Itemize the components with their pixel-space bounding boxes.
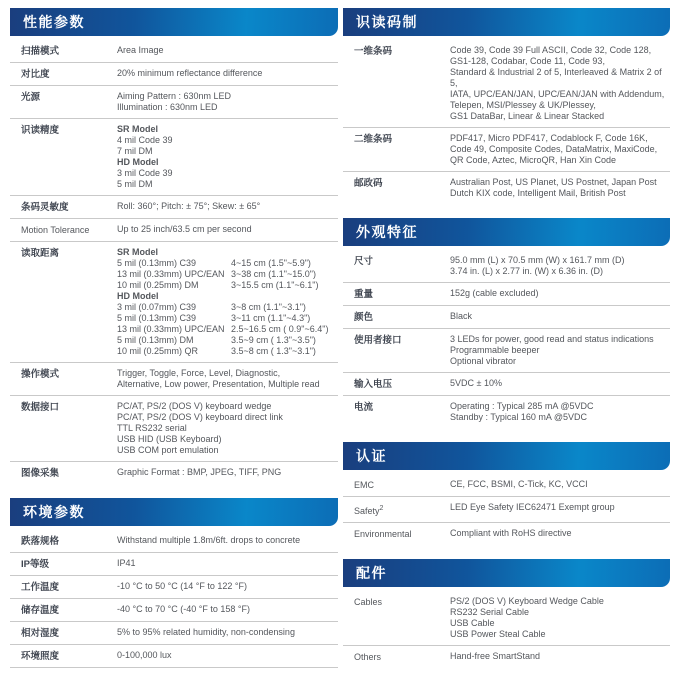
value-line: Australian Post, US Planet, US Postnet, Japan Post — [450, 177, 657, 187]
value-line-right: 3~11 cm (1.1"~4.3") — [231, 313, 311, 323]
value-line: Black — [450, 311, 473, 321]
spec-row — [343, 373, 670, 396]
value-line-left: 5 mil (0.13mm) DM — [117, 335, 194, 345]
value-line: TTL RS232 serial — [117, 423, 187, 433]
value-line: 3 mil Code 39 — [117, 168, 173, 178]
value-line: Hand-free SmartStand — [450, 651, 541, 661]
spec-row — [343, 283, 670, 306]
value-line: Compliant with RoHS directive — [450, 528, 572, 538]
row-label: 图像采集 — [21, 468, 60, 479]
row-label: 邮政码 — [354, 178, 383, 189]
value-line: Alternative, Low power, Presentation, Multiple read — [117, 379, 320, 389]
row-value — [117, 467, 338, 479]
value-line: QR Code, Aztec, MicroQR, Han Xin Code — [450, 155, 617, 165]
row-value — [117, 604, 338, 616]
row-value — [117, 91, 338, 113]
value-line: Area Image — [117, 45, 164, 55]
row-value — [450, 334, 670, 367]
row-value — [117, 535, 338, 547]
right-column — [343, 8, 670, 674]
row-value — [117, 224, 338, 236]
value-line-pair — [117, 335, 338, 346]
spec-row — [343, 329, 670, 373]
row-label: 尺寸 — [354, 256, 374, 267]
value-line-right: 3.5~8 cm ( 1.3"~3.1") — [231, 346, 316, 356]
spec-row — [10, 63, 338, 86]
spec-row — [10, 86, 338, 119]
value-line: 95.0 mm (L) x 70.5 mm (W) x 161.7 mm (D) — [450, 255, 625, 265]
value-line-right: 3~15.5 cm (1.1"~6.1") — [231, 280, 319, 290]
spec-row — [343, 40, 670, 128]
row-value — [450, 596, 670, 640]
value-line: Illumination : 630nm LED — [117, 102, 218, 112]
spec-row — [10, 599, 338, 622]
row-value — [117, 45, 338, 57]
row-value — [450, 255, 670, 277]
row-value — [117, 247, 338, 357]
row-label: 重量 — [354, 289, 374, 300]
row-label: Cables — [354, 597, 383, 607]
value-line: USB Power Steal Cable — [450, 629, 546, 639]
section-title-environment-parameters: 环境参数 — [10, 498, 338, 526]
row-label: 对比度 — [21, 69, 50, 80]
value-line: GS1 DataBar, Linear & Linear Stacked — [450, 111, 605, 121]
value-line: 0-100,000 lux — [117, 650, 172, 660]
value-line: Standard & Industrial 2 of 5, Interleaved & Matrix 2 of 5, — [450, 67, 662, 88]
value-line: Telepen, MSI/Plessey & UK/Plessey, — [450, 100, 596, 110]
row-label: Motion Tolerance — [21, 225, 90, 235]
value-line: PC/AT, PS/2 (DOS V) keyboard direct link — [117, 412, 283, 422]
section-symbologies — [343, 8, 670, 204]
spec-row — [10, 530, 338, 553]
row-label: 环境照度 — [21, 651, 60, 662]
value-line: -10 °C to 50 °C (14 °F to 122 °F) — [117, 581, 247, 591]
value-line: USB COM port emulation — [117, 445, 219, 455]
row-value — [450, 133, 670, 166]
row-label: 光源 — [21, 92, 41, 103]
value-line-right: 3.5~9 cm ( 1.3"~3.5") — [231, 335, 316, 345]
row-value — [450, 528, 670, 540]
value-line: USB Cable — [450, 618, 495, 628]
row-label: 相对湿度 — [21, 628, 60, 639]
value-line-right: 4~15 cm (1.5"~5.9") — [231, 258, 311, 268]
row-label: 工作温度 — [21, 582, 60, 593]
row-label-text: Safety — [354, 506, 380, 516]
row-value — [450, 288, 670, 300]
spec-row — [10, 40, 338, 63]
spec-row — [10, 553, 338, 576]
row-value — [117, 68, 338, 80]
row-value — [117, 650, 338, 662]
spec-row — [343, 306, 670, 329]
value-line: Up to 25 inch/63.5 cm per second — [117, 224, 252, 234]
spec-row — [343, 646, 670, 668]
spec-row — [10, 462, 338, 484]
row-label: 扫描模式 — [21, 46, 60, 57]
value-line: Optional vibrator — [450, 356, 517, 366]
row-value — [117, 627, 338, 639]
section-title-certification: 认证 — [343, 442, 670, 470]
row-value — [450, 479, 670, 491]
spec-row — [10, 645, 338, 668]
value-line-left: 5 mil (0.13mm) C39 — [117, 313, 197, 323]
value-line: 4 mil Code 39 — [117, 135, 173, 145]
spec-row — [343, 128, 670, 172]
value-line: -40 °C to 70 °C (-40 °F to 158 °F) — [117, 604, 250, 614]
value-line: IATA, UPC/EAN/JAN, UPC/EAN/JAN with Addendum, — [450, 89, 665, 99]
value-line: 152g (cable excluded) — [450, 288, 539, 298]
row-label: Others — [354, 652, 382, 662]
spec-row — [343, 250, 670, 283]
value-line: Standby : Typical 160 mA @5VDC — [450, 412, 588, 422]
spec-row — [343, 172, 670, 204]
value-line-left: 13 mil (0.33mm) UPC/EAN — [117, 324, 225, 334]
value-line-pair — [117, 324, 338, 335]
row-label: 识读精度 — [21, 125, 60, 136]
spec-row — [343, 497, 670, 523]
value-line: HD Model — [117, 157, 159, 167]
value-line: 3 LEDs for power, good read and status indications — [450, 334, 654, 344]
row-value — [117, 368, 338, 390]
row-value — [117, 558, 338, 570]
section-performance-parameters — [10, 8, 338, 484]
row-label: 跌落规格 — [21, 536, 60, 547]
value-line-left: 10 mil (0.25mm) QR — [117, 346, 199, 356]
value-line: 5% to 95% related humidity, non-condensing — [117, 627, 295, 637]
value-line: Roll: 360°; Pitch: ± 75°; Skew: ± 65° — [117, 201, 261, 211]
row-label: 电流 — [354, 402, 374, 413]
value-line: PS/2 (DOS V) Keyboard Wedge Cable — [450, 596, 604, 606]
value-line: SR Model — [117, 247, 159, 257]
value-line-pair — [117, 346, 338, 357]
row-value — [450, 378, 670, 390]
row-label: 使用者接口 — [354, 335, 402, 346]
row-value — [450, 401, 670, 423]
row-label-sup: 2 — [379, 505, 384, 512]
section-title-physical-characteristics: 外观特征 — [343, 218, 670, 246]
row-label: IP等级 — [21, 559, 49, 570]
row-value — [450, 651, 670, 663]
value-line-left: 5 mil (0.13mm) C39 — [117, 258, 197, 268]
value-line-pair — [117, 258, 338, 269]
section-accessories — [343, 559, 670, 668]
row-label: 储存温度 — [21, 605, 60, 616]
row-value — [450, 177, 670, 199]
section-title-symbologies: 识读码制 — [343, 8, 670, 36]
value-line: Withstand multiple 1.8m/6ft. drops to concrete — [117, 535, 301, 545]
spec-row — [343, 591, 670, 646]
row-label: 操作模式 — [21, 369, 60, 380]
section-physical-characteristics — [343, 218, 670, 428]
row-label — [354, 502, 450, 517]
value-line-right: 3~38 cm (1.1"~15.0") — [231, 269, 316, 279]
spec-row — [343, 396, 670, 428]
row-value — [117, 124, 338, 190]
value-line: IP41 — [117, 558, 136, 568]
value-line-pair — [117, 313, 338, 324]
value-line-left: 3 mil (0.07mm) C39 — [117, 302, 197, 312]
value-line: PDF417, Micro PDF417, Codablock F, Code 16K, — [450, 133, 648, 143]
row-value — [117, 401, 338, 456]
spec-row — [10, 242, 338, 363]
spec-row — [10, 363, 338, 396]
row-value — [117, 201, 338, 213]
value-line: Operating : Typical 285 mA @5VDC — [450, 401, 594, 411]
spec-row — [343, 523, 670, 545]
value-line: 3.74 in. (L) x 2.77 in. (W) x 6.36 in. (D) — [450, 266, 604, 276]
spec-row — [10, 396, 338, 462]
value-line: Code 39, Code 39 Full ASCII, Code 32, Code 128, — [450, 45, 652, 55]
value-line: HD Model — [117, 291, 159, 301]
value-line: Aiming Pattern : 630nm LED — [117, 91, 232, 101]
value-line: CE, FCC, BSMI, C-Tick, KC, VCCI — [450, 479, 588, 489]
spec-row — [10, 119, 338, 196]
value-line-pair — [117, 302, 338, 313]
row-value — [450, 502, 670, 517]
value-line: PC/AT, PS/2 (DOS V) keyboard wedge — [117, 401, 272, 411]
value-line: LED Eye Safety IEC62471 Exempt group — [450, 502, 615, 512]
row-value — [117, 581, 338, 593]
row-value — [450, 311, 670, 323]
spec-row — [10, 219, 338, 242]
value-line: Trigger, Toggle, Force, Level, Diagnostic, — [117, 368, 281, 378]
value-line: USB HID (USB Keyboard) — [117, 434, 222, 444]
value-line-pair — [117, 269, 338, 280]
value-line: Programmable beeper — [450, 345, 540, 355]
value-line: RS232 Serial Cable — [450, 607, 530, 617]
value-line: Dutch KIX code, Intelligent Mail, British Post — [450, 188, 626, 198]
row-label: 条码灵敏度 — [21, 202, 69, 213]
row-label: 二维条码 — [354, 134, 393, 145]
spec-row — [343, 474, 670, 497]
value-line-right: 3~8 cm (1.1"~3.1") — [231, 302, 306, 312]
value-line: 5VDC ± 10% — [450, 378, 502, 388]
row-label: Environmental — [354, 529, 412, 539]
value-line: Code 49, Composite Codes, DataMatrix, MaxiCode, — [450, 144, 658, 154]
row-value — [450, 45, 670, 122]
value-line: 20% minimum reflectance difference — [117, 68, 263, 78]
row-label: 一维条码 — [354, 46, 393, 57]
value-line-pair — [117, 280, 338, 291]
section-title-performance-parameters: 性能参数 — [10, 8, 338, 36]
value-line: SR Model — [117, 124, 159, 134]
value-line: 5 mil DM — [117, 179, 153, 189]
value-line: 7 mil DM — [117, 146, 153, 156]
section-environment-parameters — [10, 498, 338, 668]
spec-row — [10, 196, 338, 219]
row-label: 颜色 — [354, 312, 374, 323]
row-label: 数据接口 — [21, 402, 60, 413]
value-line-left: 10 mil (0.25mm) DM — [117, 280, 199, 290]
section-certification — [343, 442, 670, 545]
row-label: EMC — [354, 480, 374, 490]
value-line: GS1-128, Codabar, Code 11, Code 93, — [450, 56, 605, 66]
value-line-right: 2.5~16.5 cm ( 0.9"~6.4") — [231, 324, 329, 334]
value-line: Graphic Format : BMP, JPEG, TIFF, PNG — [117, 467, 282, 477]
value-line-left: 13 mil (0.33mm) UPC/EAN — [117, 269, 225, 279]
row-label: 读取距离 — [21, 248, 60, 259]
spec-row — [10, 622, 338, 645]
row-label: 输入电压 — [354, 379, 393, 390]
spec-row — [10, 576, 338, 599]
left-column — [10, 8, 338, 674]
section-title-accessories: 配件 — [343, 559, 670, 587]
